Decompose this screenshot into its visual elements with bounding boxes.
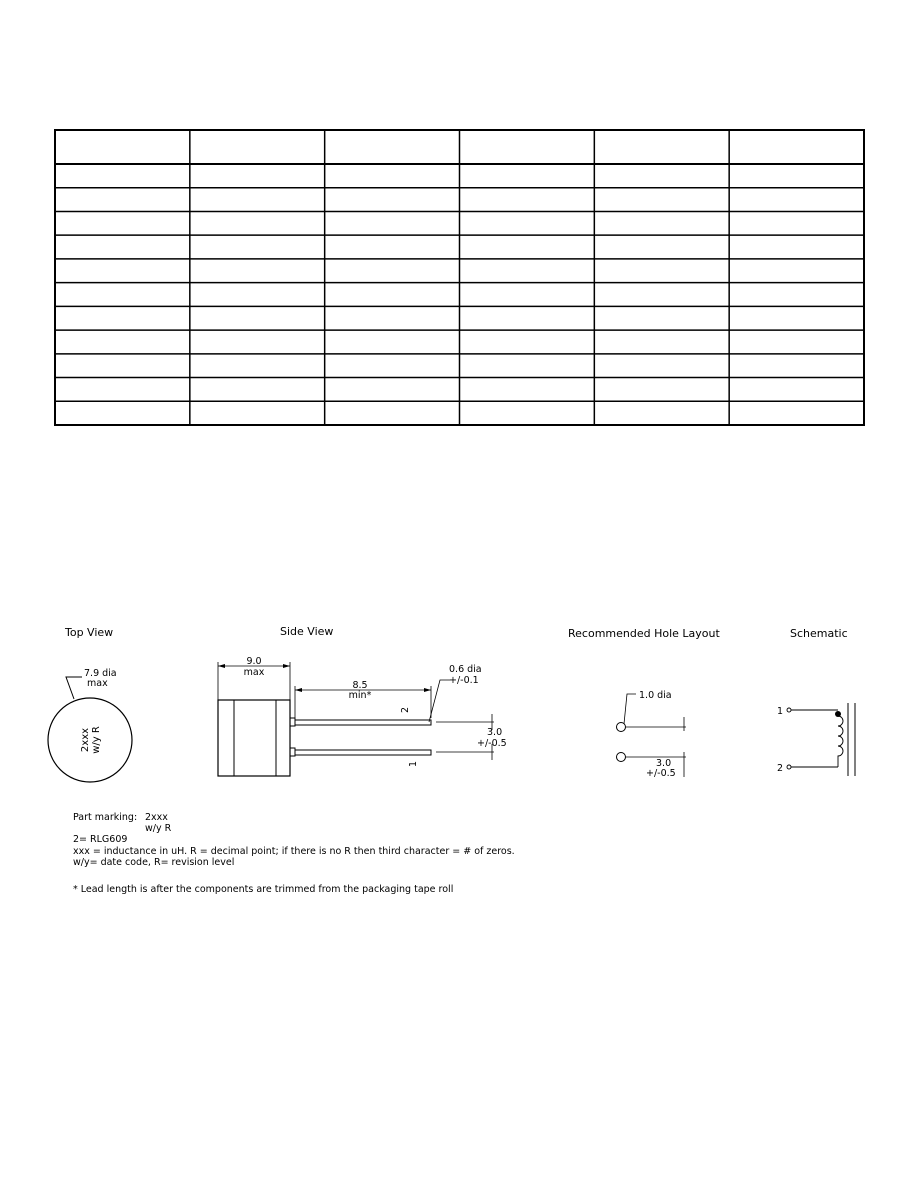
top-view-dia-value: 7.9 dia [84, 668, 117, 679]
spacing-value: 3.0 [487, 727, 503, 738]
part-marking-line1: 2xxx [145, 812, 168, 823]
top-view-dia-note: max [87, 678, 108, 689]
pin-number-lower: 1 [408, 760, 419, 767]
schematic-pin1-label: 1 [777, 706, 784, 717]
side-view-title: Side View [280, 625, 334, 638]
schematic-coil [838, 716, 843, 767]
lead-dia-value: 0.6 dia [449, 664, 482, 675]
schematic-pin2-label: 2 [777, 763, 784, 774]
top-view-leader-line [66, 677, 82, 699]
width-note: max [243, 667, 265, 678]
note-series: 2= RLG609 [73, 834, 128, 845]
side-view-lead-boss-upper [290, 718, 295, 726]
side-view-body [218, 700, 290, 776]
schematic-title: Schematic [790, 627, 848, 640]
hole-spacing-tolerance: +/-0.5 [646, 768, 676, 779]
side-view-lead-1 [295, 750, 431, 755]
width-arrow-left [218, 664, 225, 668]
top-view-marking-line2: w/y R [91, 726, 102, 754]
lead-length-note: min* [348, 690, 372, 701]
note-lead-length-footnote: * Lead length is after the components are trimmed from the packaging tape roll [73, 884, 454, 895]
schematic-terminal-1 [787, 708, 791, 712]
note-date-code: w/y= date code, R= revision level [73, 857, 235, 868]
side-view-lead-2 [295, 720, 431, 725]
top-view [48, 626, 132, 782]
hole-layout [568, 627, 720, 779]
top-view-marking-line1: 2xxx [80, 727, 91, 753]
hole-layout-title: Recommended Hole Layout [568, 627, 720, 640]
spacing-tolerance: +/-0.5 [477, 738, 507, 749]
spec-table [55, 130, 864, 425]
pin-number-upper: 2 [400, 706, 411, 713]
lead-length-arrow-right [424, 688, 431, 692]
note-inductance-code: xxx = inductance in uH. R = decimal point; if there is no R then third character = # of zeros. [73, 846, 515, 857]
notes [73, 812, 515, 895]
side-view-lead-boss-lower [290, 748, 295, 756]
side-view [218, 625, 507, 776]
hole-lower [617, 753, 626, 762]
part-marking-line2: w/y R [145, 823, 172, 834]
lead-dia-tolerance: +/-0.1 [449, 675, 479, 686]
schematic [777, 627, 855, 776]
width-arrow-right [283, 664, 290, 668]
hole-dia-leader [624, 694, 636, 724]
part-marking-label: Part marking: [73, 812, 138, 823]
width-value: 9.0 [246, 656, 262, 667]
top-view-marking [80, 726, 102, 754]
lead-dia-leader [429, 680, 450, 722]
schematic-terminal-2 [787, 765, 791, 769]
top-view-title: Top View [65, 626, 114, 639]
lead-length-arrow-left [295, 688, 302, 692]
hole-dia-value: 1.0 dia [639, 690, 672, 701]
hole-spacing-value: 3.0 [656, 758, 672, 769]
lead-length-value: 8.5 [352, 680, 368, 691]
